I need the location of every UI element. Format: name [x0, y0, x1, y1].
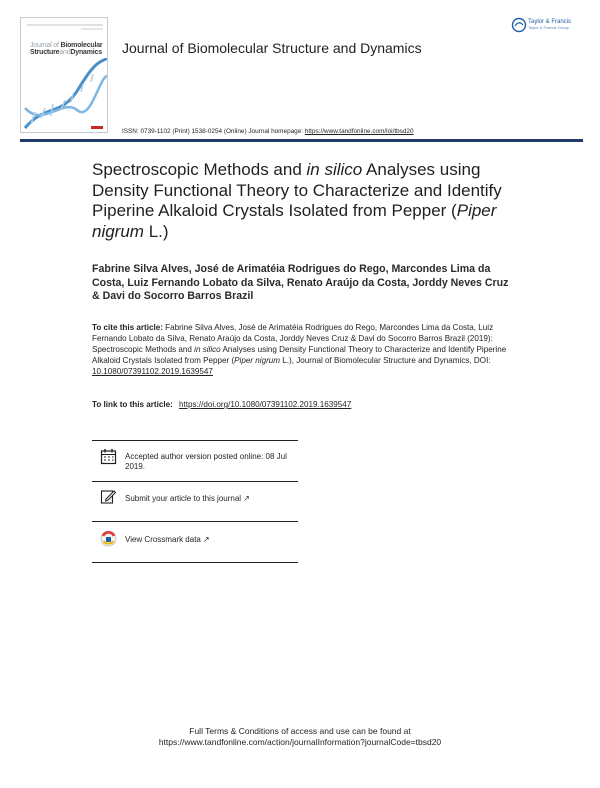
citation-block: To cite this article: Fabrine Silva Alves, José de Arimatéia Rodrigues do Rego, Marcondes Lima da Costa, Luiz Fernando Lobato da Silva, Renato Araújo da Costa, Jorddy Neves Cruz & Davi do Socorro Barros Brazil (2019): Spectroscopic Methods and in silico Analyses using Density Functional Theory to Characterize and Identify Piperine Alkaloid Crystals Isolated from Pepper (Piper nigrum L.), Journal of Biomolecular Structure and Dynamics, DOI: 10.1080/07391102.2019.1639547 [92, 323, 507, 376]
footer-terms: Full Terms & Conditions of access and use can be found at https://www.tandfonline.com/action/journalInformation?journalCode=tbsd20 [100, 726, 500, 748]
cover-title: Journal of Biomolecular StructureandDynamics [30, 42, 103, 56]
divider [92, 521, 298, 522]
article-doi-url-link[interactable]: https://doi.org/10.1080/07391102.2019.1639547 [179, 400, 352, 409]
crossmark-data-link[interactable]: View Crossmark data ↗ [125, 535, 210, 544]
article-authors: Fabrine Silva Alves, José de Arimatéia Rodrigues do Rego, Marcondes Lima da Costa, Luiz Fernando Lobato da Silva, Renato Araújo da Costa, Jorddy Neves Cruz & Davi do Socorro Barros Brazil [92, 263, 509, 303]
divider [92, 562, 298, 563]
divider [92, 440, 298, 441]
taylor-francis-logo-icon [511, 17, 527, 33]
calendar-icon [100, 448, 117, 465]
doi-link[interactable]: 10.1080/07391102.2019.1639547 [92, 367, 213, 376]
divider [92, 481, 298, 482]
terms-url-link[interactable]: https://www.tandfonline.com/action/journalInformation?journalCode=tbsd20 [158, 737, 442, 747]
header-divider [20, 139, 583, 142]
edit-icon [100, 488, 117, 505]
accepted-version-text: Accepted author version posted online: 08 Jul 2019. [125, 452, 287, 471]
external-link-icon: ↗ [202, 535, 210, 544]
crossmark-icon [100, 530, 117, 547]
article-title: Spectroscopic Methods and in silico Analyses using Density Functional Theory to Characterize and Identify Piperine Alkaloid Crystals Isolated from Pepper (Piper nigrum L.) [92, 160, 502, 241]
journal-homepage-link[interactable]: https://www.tandfonline.com/loi/tbsd20 [304, 128, 414, 135]
external-link-icon: ↗ [243, 494, 250, 503]
journal-title: Journal of Biomolecular Structure and Dynamics [122, 40, 422, 56]
cover-header-line [27, 24, 103, 26]
journal-cover-thumbnail [20, 17, 108, 133]
submit-article-link[interactable]: Submit your article to this journal ↗ [125, 494, 250, 503]
dna-helix-image [21, 58, 108, 130]
issn-line: ISSN: 0739-1102 (Print) 1538-0254 (Online) Journal homepage: https://www.tandfonline.com/loi/tbsd20 [122, 128, 414, 135]
cover-publisher-mark [91, 126, 103, 129]
cover-header-line [81, 28, 103, 30]
article-link-line: To link to this article: https://doi.org/10.1080/07391102.2019.1639547 [92, 400, 352, 409]
publisher-logo-text: Taylor & Francis Taylor & Francis Group [528, 19, 572, 30]
